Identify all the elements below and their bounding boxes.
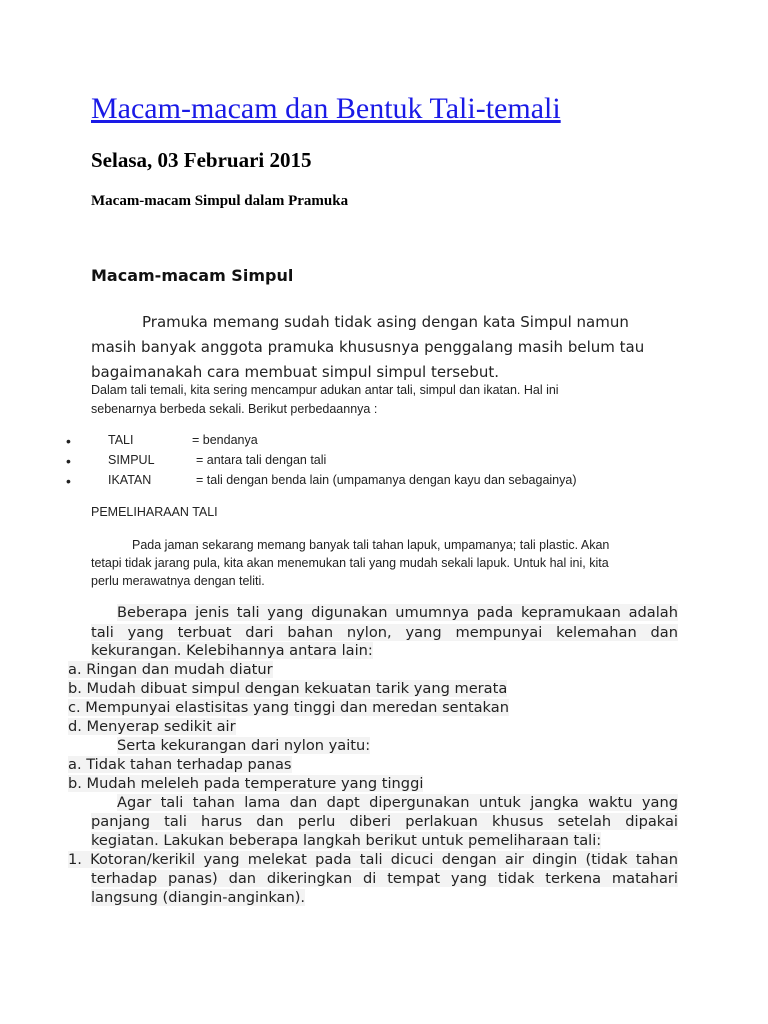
bullet-icon: • [66, 433, 71, 449]
bullet-def-tali: = bendanya [192, 433, 258, 447]
care-line-2: tetapi tidak jarang pula, kita akan menemukan tali yang mudah sekali lapuk. Untuk hal ini, kita [91, 556, 609, 570]
nylon-p2: Serta kekurangan dari nylon yaitu: [117, 737, 371, 754]
intro-line-2: masih banyak anggota pramuka khususnya penggalang masih belum tau [91, 338, 645, 356]
nylon-p1-line-3: kekurangan. Kelebihannya antara lain: [91, 642, 373, 659]
disadvantage-item: b. Mudah meleleh pada temperature yang tinggi [68, 775, 424, 792]
advantage-item: b. Mudah dibuat simpul dengan kekuatan tarik yang merata [68, 680, 508, 697]
advantage-item: a. Ringan dan mudah diatur [68, 661, 273, 678]
page-title-link[interactable]: Macam-macam dan Bentuk Tali-temali [91, 92, 561, 125]
bullet-term-ikatan: IKATAN [108, 473, 152, 487]
care-heading: PEMELIHARAAN TALI [91, 505, 218, 519]
step1-line-3: langsung (diangin-anginkan). [91, 889, 306, 906]
post-date: Selasa, 03 Februari 2015 [91, 148, 312, 172]
diff-line-2: sebenarnya berbeda sekali. Berikut perbedaannya : [91, 402, 378, 416]
care-line-1: Pada jaman sekarang memang banyak tali tahan lapuk, umpamanya; tali plastic. Akan [132, 538, 610, 552]
intro-line-3: bagaimanakah cara membuat simpul simpul tersebut. [91, 363, 499, 381]
intro-line-1: Pramuka memang sudah tidak asing dengan kata Simpul namun [142, 313, 629, 331]
step1-line-1: 1. Kotoran/kerikil yang melekat pada tali dicuci dengan air dingin (tidak tahan [68, 851, 678, 868]
nylon-p3-line-1: Agar tali tahan lama dan dapt dipergunakan untuk jangka waktu yang [117, 794, 678, 811]
section-heading: Macam-macam Simpul [91, 266, 294, 285]
disadvantage-item: a. Tidak tahan terhadap panas [68, 756, 292, 773]
nylon-p1-line-1: Beberapa jenis tali yang digunakan umumnya pada kepramukaan adalah [117, 604, 678, 621]
bullet-term-tali: TALI [108, 433, 134, 447]
advantage-item: c. Mempunyai elastisitas yang tinggi dan meredan sentakan [68, 699, 509, 716]
nylon-p3-line-2: panjang tali harus dan perlu diberi perlakuan khusus setelah dipakai [91, 813, 678, 830]
bullet-def-ikatan: = tali dengan benda lain (umpamanya dengan kayu dan sebagainya) [196, 473, 577, 487]
bullet-icon: • [66, 473, 71, 489]
diff-line-1: Dalam tali temali, kita sering mencampur adukan antar tali, simpul dan ikatan. Hal ini [91, 383, 559, 397]
care-line-3: perlu merawatnya dengan teliti. [91, 574, 265, 588]
bullet-term-simpul: SIMPUL [108, 453, 155, 467]
bullet-icon: • [66, 453, 71, 469]
step1-line-2: terhadap panas) dan dikeringkan di tempat yang tidak terkena matahari [91, 870, 678, 887]
advantage-item: d. Menyerap sedikit air [68, 718, 236, 735]
nylon-p1-line-2: tali yang terbuat dari bahan nylon, yang mempunyai kelemahan dan [91, 624, 678, 641]
bullet-def-simpul: = antara tali dengan tali [196, 453, 327, 467]
nylon-p3-line-3: kegiatan. Lakukan beberapa langkah berikut untuk pemeliharaan tali: [91, 832, 602, 849]
post-subtitle: Macam-macam Simpul dalam Pramuka [91, 193, 349, 209]
